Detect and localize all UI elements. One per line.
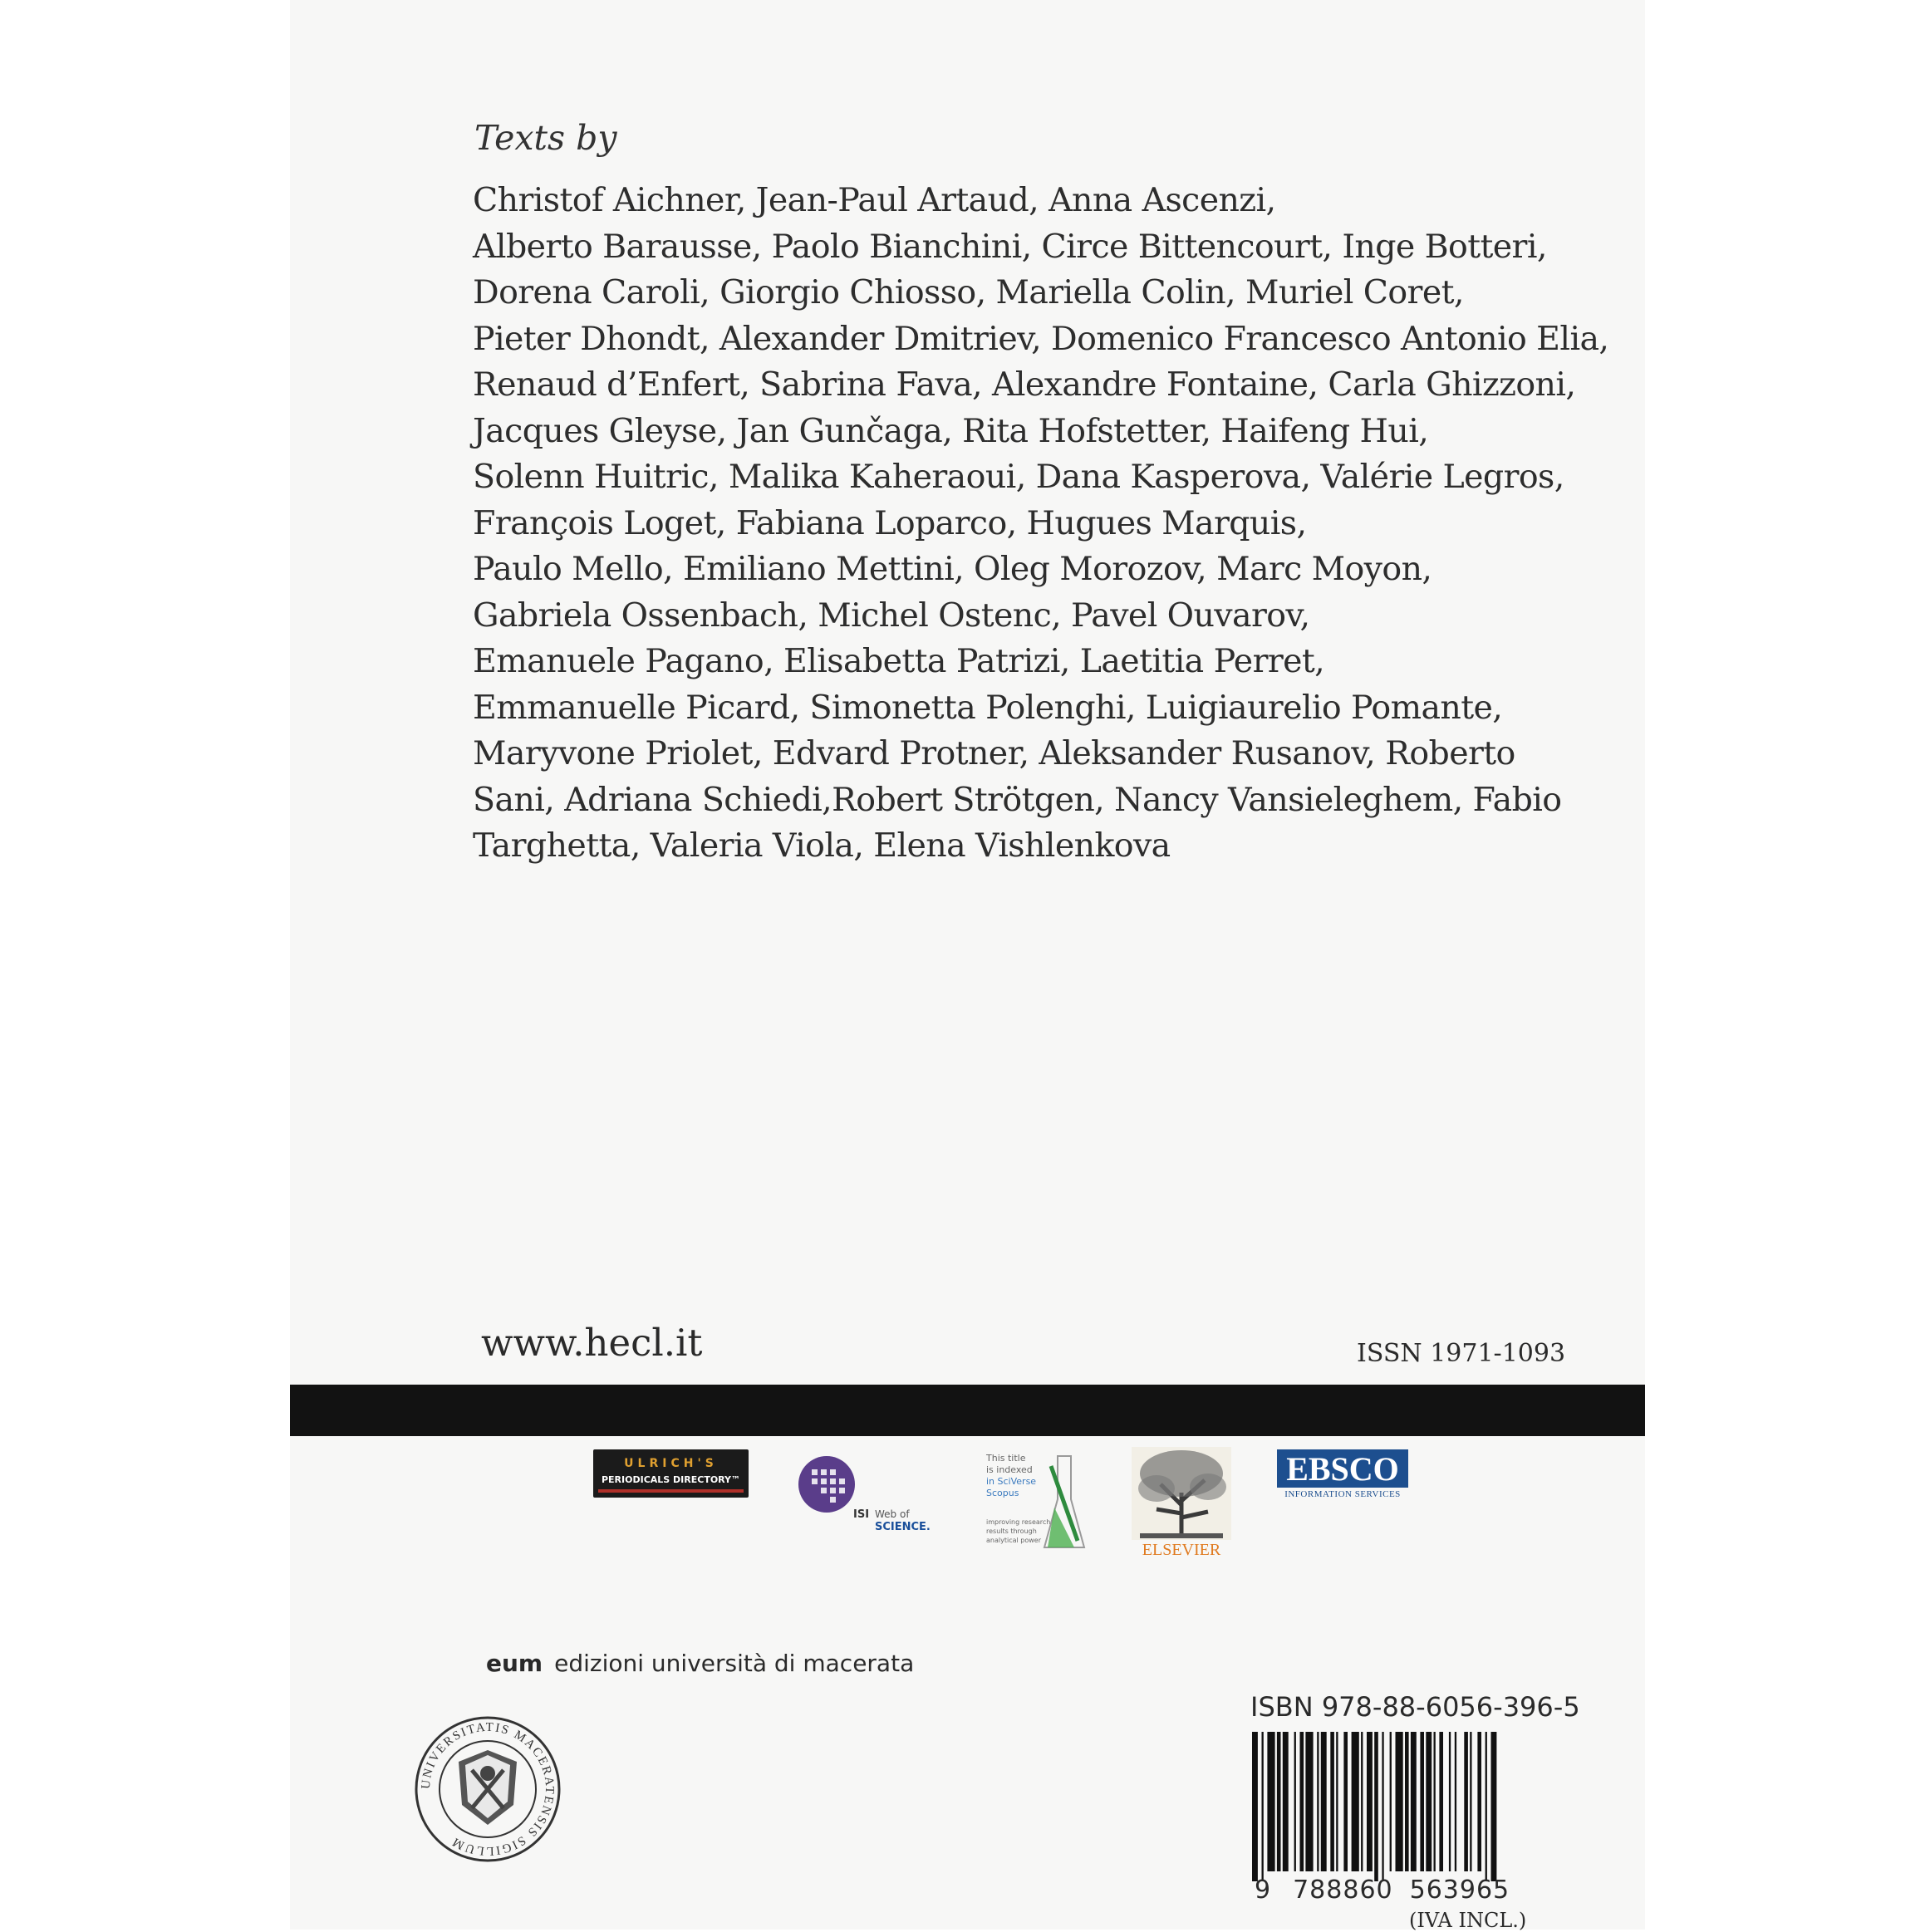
barcode-bar — [1411, 1732, 1417, 1871]
barcode-bar — [1464, 1732, 1468, 1871]
scopus-tagline-1: improving research — [986, 1518, 1051, 1526]
author-line: Alberto Barausse, Paolo Bianchini, Circe Bittencourt, Inge Botteri, — [473, 227, 1547, 266]
scopus-liquid-icon — [1048, 1508, 1074, 1547]
ebsco-logo-wordmark: EBSCO — [1277, 1449, 1408, 1488]
ulrichs-logo — [593, 1449, 749, 1498]
barcode-bar — [1486, 1732, 1487, 1881]
barcode-bar — [1405, 1732, 1409, 1871]
barcode-bar — [1300, 1732, 1304, 1871]
issn-number: ISSN 1971-1093 — [1357, 1339, 1566, 1368]
barcode-bar — [1343, 1732, 1348, 1871]
author-line: François Loget, Fabiana Loparco, Hugues Marquis, — [473, 503, 1307, 542]
barcode-bar — [1252, 1732, 1258, 1881]
author-line: Emmanuelle Picard, Simonetta Polenghi, Luigiaurelio Pomante, — [473, 688, 1503, 727]
author-line: Solenn Huitric, Malika Kaheraoui, Dana Kasperova, Valérie Legros, — [473, 458, 1564, 496]
ulrichs-logo-stripe — [598, 1489, 744, 1493]
ebsco-logo — [1277, 1449, 1408, 1508]
barcode-bar — [1426, 1732, 1432, 1871]
publisher-abbreviation: eum — [486, 1650, 543, 1677]
barcode-bar — [1283, 1732, 1289, 1871]
barcode-bar — [1336, 1732, 1338, 1871]
isbn-number: ISBN 978-88-6056-396-5 — [1250, 1691, 1580, 1723]
barcode-bar — [1449, 1732, 1451, 1871]
elsevier-logo — [1132, 1447, 1231, 1559]
isi-logo-science: SCIENCE. — [875, 1521, 931, 1533]
barcode-digits — [1255, 1876, 1510, 1905]
scopus-line-4: Scopus — [986, 1488, 1019, 1498]
barcode-bar — [1330, 1732, 1334, 1871]
ebsco-logo-subtitle: INFORMATION SERVICES — [1284, 1489, 1401, 1499]
author-line: Dorena Caroli, Giorgio Chiosso, Mariella Colin, Muriel Coret, — [473, 273, 1464, 311]
scopus-logo — [985, 1449, 1093, 1557]
elsevier-label: ELSEVIER — [1142, 1541, 1221, 1559]
barcode-digits-left: 788860 — [1293, 1876, 1393, 1905]
author-line: Renaud d’Enfert, Sabrina Fava, Alexandre Fontaine, Carla Ghizzoni, — [473, 365, 1576, 404]
ulrichs-logo-title: ULRICH'S — [624, 1457, 718, 1470]
barcode-bar — [1352, 1732, 1359, 1871]
barcode-bar — [1420, 1732, 1424, 1871]
seal-inscription: UNIVERSITATIS MACERATENSIS SIGILLUM — [419, 1720, 557, 1858]
scopus-line-3: in SciVerse — [986, 1476, 1037, 1487]
publisher-name: edizioni università di macerata — [554, 1650, 915, 1677]
barcode-digits-right: 563965 — [1409, 1876, 1510, 1905]
barcode-bar — [1305, 1732, 1313, 1871]
isi-logo-web-of: Web of — [875, 1508, 910, 1520]
isi-web-of-science-logo — [793, 1449, 943, 1537]
barcode-bar — [1267, 1732, 1274, 1871]
scopus-line-1: This title — [986, 1453, 1026, 1464]
barcode-bar — [1477, 1732, 1481, 1871]
barcode-bar — [1470, 1732, 1471, 1871]
author-line: Emanuele Pagano, Elisabetta Patrizi, Laetitia Perret, — [473, 642, 1325, 680]
author-line: Paulo Mello, Emiliano Mettini, Oleg Morozov, Marc Moyon, — [473, 550, 1432, 588]
black-band-divider — [290, 1385, 1645, 1436]
author-line: Christof Aichner, Jean-Paul Artaud, Anna Ascenzi, — [473, 181, 1276, 219]
barcode-bar — [1277, 1732, 1281, 1871]
author-line: Targhetta, Valeria Viola, Elena Vishlenkova — [473, 826, 1171, 865]
barcode-digit-first: 9 — [1255, 1876, 1272, 1905]
authors-list — [473, 178, 1636, 870]
barcode-bar — [1317, 1732, 1319, 1871]
barcode-bar — [1374, 1732, 1378, 1881]
barcode-bar — [1455, 1732, 1456, 1871]
barcode-bar — [1294, 1732, 1296, 1871]
scopus-tagline-2: results through — [986, 1527, 1037, 1535]
isi-logo-isi: ISI — [853, 1508, 870, 1521]
texts-by-heading: Texts by — [474, 118, 617, 158]
barcode-bar — [1321, 1732, 1327, 1871]
author-line: Maryvone Priolet, Edvard Protner, Aleksander Rusanov, Roberto — [473, 734, 1515, 772]
barcode-bar — [1361, 1732, 1363, 1871]
barcode-bar — [1390, 1732, 1392, 1871]
ulrichs-logo-subtitle: PERIODICALS DIRECTORY™ — [601, 1474, 741, 1485]
barcode-bar — [1491, 1732, 1497, 1881]
barcode-bar — [1367, 1732, 1373, 1871]
price-note: (IVA INCL.) — [1409, 1909, 1527, 1932]
author-line: Gabriela Ossenbach, Michel Ostenc, Pavel Ouvarov, — [473, 596, 1310, 635]
website-link[interactable]: www.hecl.it — [481, 1321, 703, 1365]
university-seal-logo — [414, 1715, 562, 1863]
isbn-barcode — [1250, 1732, 1533, 1881]
author-line: Jacques Gleyse, Jan Gunčaga, Rita Hofstetter, Haifeng Hui, — [473, 411, 1429, 450]
barcode-bar — [1396, 1732, 1403, 1871]
author-line: Sani, Adriana Schiedi,Robert Strötgen, Nancy Vansieleghem, Fabio — [473, 780, 1562, 819]
barcode-bar — [1439, 1732, 1443, 1871]
scopus-tagline-3: analytical power — [986, 1537, 1041, 1544]
scopus-line-2: is indexed — [986, 1464, 1033, 1475]
barcode-bar — [1382, 1732, 1383, 1881]
author-line: Pieter Dhondt, Alexander Dmitriev, Domenico Francesco Antonio Elia, — [473, 319, 1609, 358]
barcode-bar — [1262, 1732, 1264, 1881]
barcode-bar — [1434, 1732, 1436, 1871]
publisher-line — [486, 1650, 914, 1677]
